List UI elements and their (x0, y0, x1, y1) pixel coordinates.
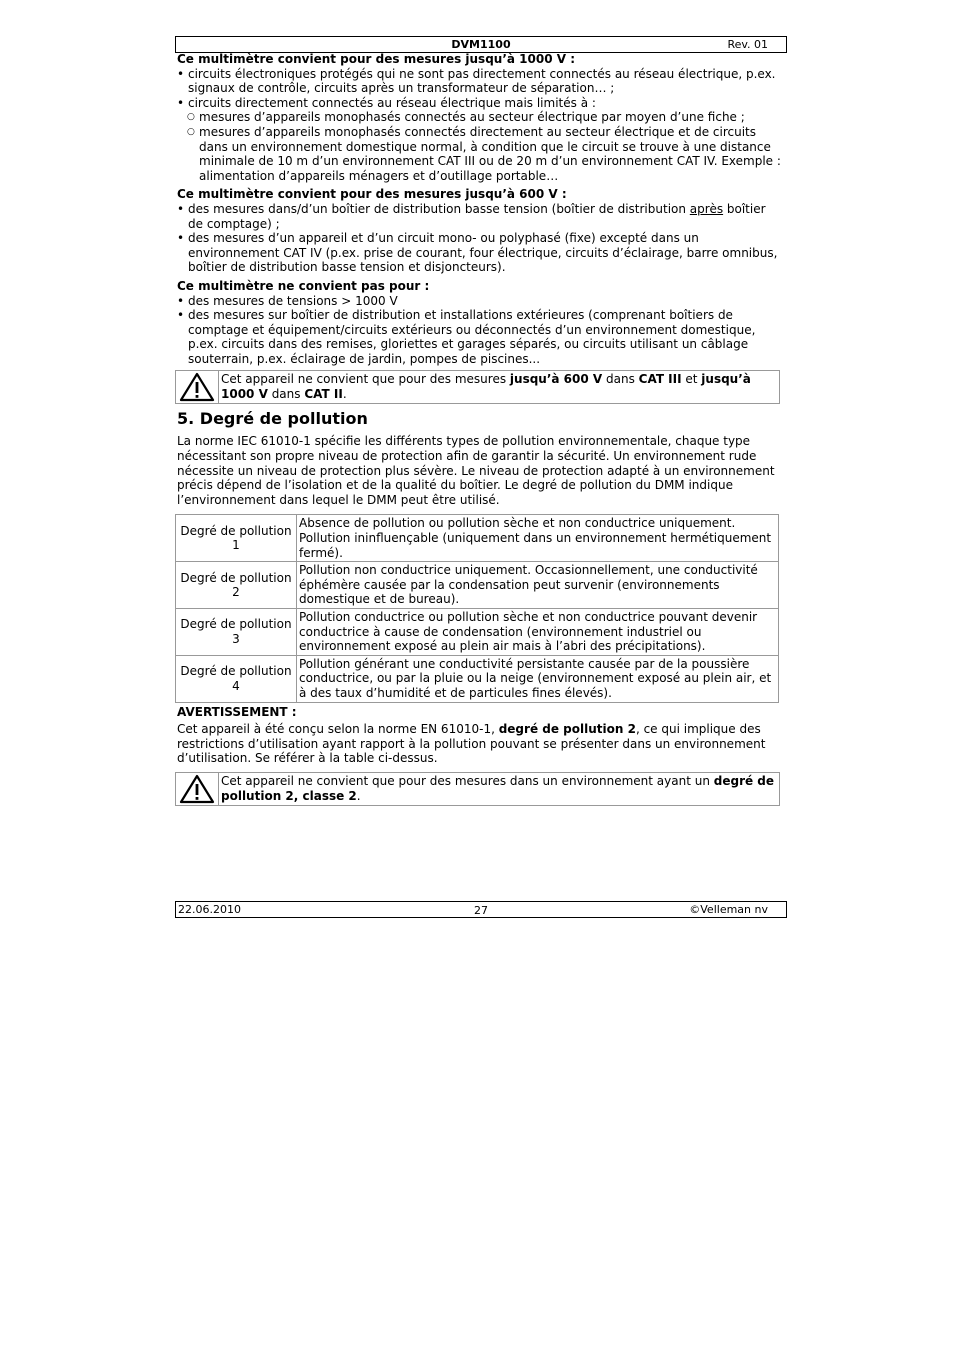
underlined-text: après (689, 201, 724, 216)
warning-paragraph (177, 722, 781, 766)
table-row (176, 562, 779, 609)
sublist-item: ○ mesures d’appareils monophasés connectés au secteur électrique par moyen d’une fiche ; (177, 110, 781, 125)
page-number: 27 (474, 904, 488, 917)
text: . (342, 387, 347, 402)
warning-box-cat (175, 370, 780, 404)
warning-heading: AVERTISSEMENT : (177, 704, 297, 719)
warning-triangle-icon (176, 773, 219, 805)
table-row (176, 515, 779, 562)
pollution-description: Pollution générant une conductivité persistante causée par de la poussière conductrice, ou par la pluie ou la neige (environnement exposé au plein air, et à des taux d’humidité et de particules fines élevés). (297, 655, 779, 702)
bold-text: jusqu’à 1000 V (221, 372, 751, 402)
bold-text: degré de pollution 2 (498, 722, 636, 737)
pollution-table (175, 514, 779, 702)
section-intro: La norme IEC 61010-1 spécifie les différents types de pollution environnementale, chaque type nécessitant son propre niveau de protection afin de garantir la sécurité. Un environnement rude nécessite un niveau de protection plus sévère. Le niveau de protection adapté à un environnement précis dépend de l’isolation et de la qualité du boîtier. Le degré de pollution du DMM indique l’environnement dans lequel le DMM peut être utilisé. (177, 434, 775, 507)
text: et (681, 372, 702, 387)
bold-text: CAT III (638, 372, 682, 387)
sublist-item: ○ mesures d’appareils monophasés connectés directement au secteur électrique et de circuits dans un environnement domestique normal, à condition que le circuit se trouve à une distance minimale de 10 m d’un environnement CAT III ou de 20 m d’un environnement CAT IV. Exemple : alimentation d’appareils ménagers et d’outillage portable… (177, 125, 781, 183)
footer-date: 22.06.2010 (178, 903, 241, 916)
warning-box-pollution (175, 772, 780, 806)
bold-text: CAT II (304, 387, 343, 402)
model-name: DVM1100 (451, 38, 511, 51)
list-item-text: circuits directement connectés au réseau électrique mais limités à : (188, 95, 596, 110)
bold-text: jusqu’à 600 V (509, 372, 603, 387)
text: dans (602, 372, 639, 387)
bold-text: degré de pollution 2, classe 2 (221, 773, 775, 803)
warning-text (219, 773, 779, 805)
heading-not-suitable: Ce multimètre ne convient pas pour : (177, 278, 430, 293)
text: , ce qui implique des restrictions d’utilisation ayant rapport à la pollution pouvant se présenter dans un environnement d’utilisation. Se référer à la table ci-dessus. (177, 722, 766, 766)
text: des mesures dans/d’un boîtier de distribution basse tension (boîtier de distribution (188, 201, 690, 216)
list-600v (177, 202, 781, 275)
text: Cet appareil ne convient que pour des mesures dans un environnement ayant un (221, 773, 714, 788)
heading-1000v: Ce multimètre convient pour des mesures jusqu’à 1000 V : (177, 52, 576, 66)
page-content (177, 52, 781, 806)
list-item (177, 96, 781, 184)
pollution-description: Absence de pollution ou pollution sèche et non conductrice uniquement. Pollution ininfluençable (uniquement dans un environnement hermétiquement fermé). (297, 515, 779, 562)
sublist (177, 110, 781, 183)
warning-text (219, 371, 779, 403)
warning-triangle-icon (176, 371, 219, 403)
table-row (176, 609, 779, 656)
list-not-suitable (177, 294, 781, 367)
text: . (356, 788, 361, 803)
pollution-description: Pollution non conductrice uniquement. Occasionnellement, une conductivité éphémère causée par la condensation peut survenir (environnements domestique et de bureau). (297, 562, 779, 609)
list-item (177, 202, 781, 231)
pollution-degree: Degré de pollution 2 (176, 562, 297, 609)
page-header (175, 36, 787, 53)
text: dans (267, 387, 305, 402)
page-footer (175, 901, 787, 918)
revision: Rev. 01 (727, 38, 768, 51)
copyright: ©Velleman nv (689, 903, 768, 916)
list-item: • des mesures sur boîtier de distribution et installations extérieures (comprenant boîtiers de comptage et équipement/circuits extérieurs ou déconnectés d’un environnement domestique, p.ex. circuits dans des remises, gloriettes et garages séparés, ou circuits utilisant un câblage souterrain, p.ex. éclairage de jardin, pompes de piscines... (177, 308, 781, 366)
list-item: • des mesures d’un appareil et d’un circuit mono- ou polyphasé (fixe) excepté dans un environnement CAT IV (p.ex. prise de courant, four électrique, circuits d’éclairage, barre omnibus, boîtier de distribution basse tension et disjoncteurs). (177, 231, 781, 275)
heading-600v: Ce multimètre convient pour des mesures jusqu’à 600 V : (177, 187, 567, 202)
text: boîtier de comptage) ; (188, 201, 766, 231)
list-1000v (177, 67, 781, 184)
pollution-degree: Degré de pollution 3 (176, 609, 297, 656)
list-item: • circuits électroniques protégés qui ne sont pas directement connectés au réseau électrique, p.ex. signaux de contrôle, circuits après un transformateur de séparation… ; (177, 67, 781, 96)
text: Cet appareil à été conçu selon la norme EN 61010-1, (177, 722, 499, 737)
table-row (176, 655, 779, 702)
pollution-degree: Degré de pollution 4 (176, 655, 297, 702)
text: Cet appareil ne convient que pour des mesures (221, 372, 510, 387)
list-item: • des mesures de tensions > 1000 V (177, 294, 781, 309)
section-title: 5. Degré de pollution (177, 409, 368, 429)
pollution-description: Pollution conductrice ou pollution sèche et non conductrice pouvant devenir conductrice à cause de condensation (environnement industriel ou environnement exposé au plein air mais à l’abri des précipitations). (297, 609, 779, 656)
pollution-degree: Degré de pollution 1 (176, 515, 297, 562)
